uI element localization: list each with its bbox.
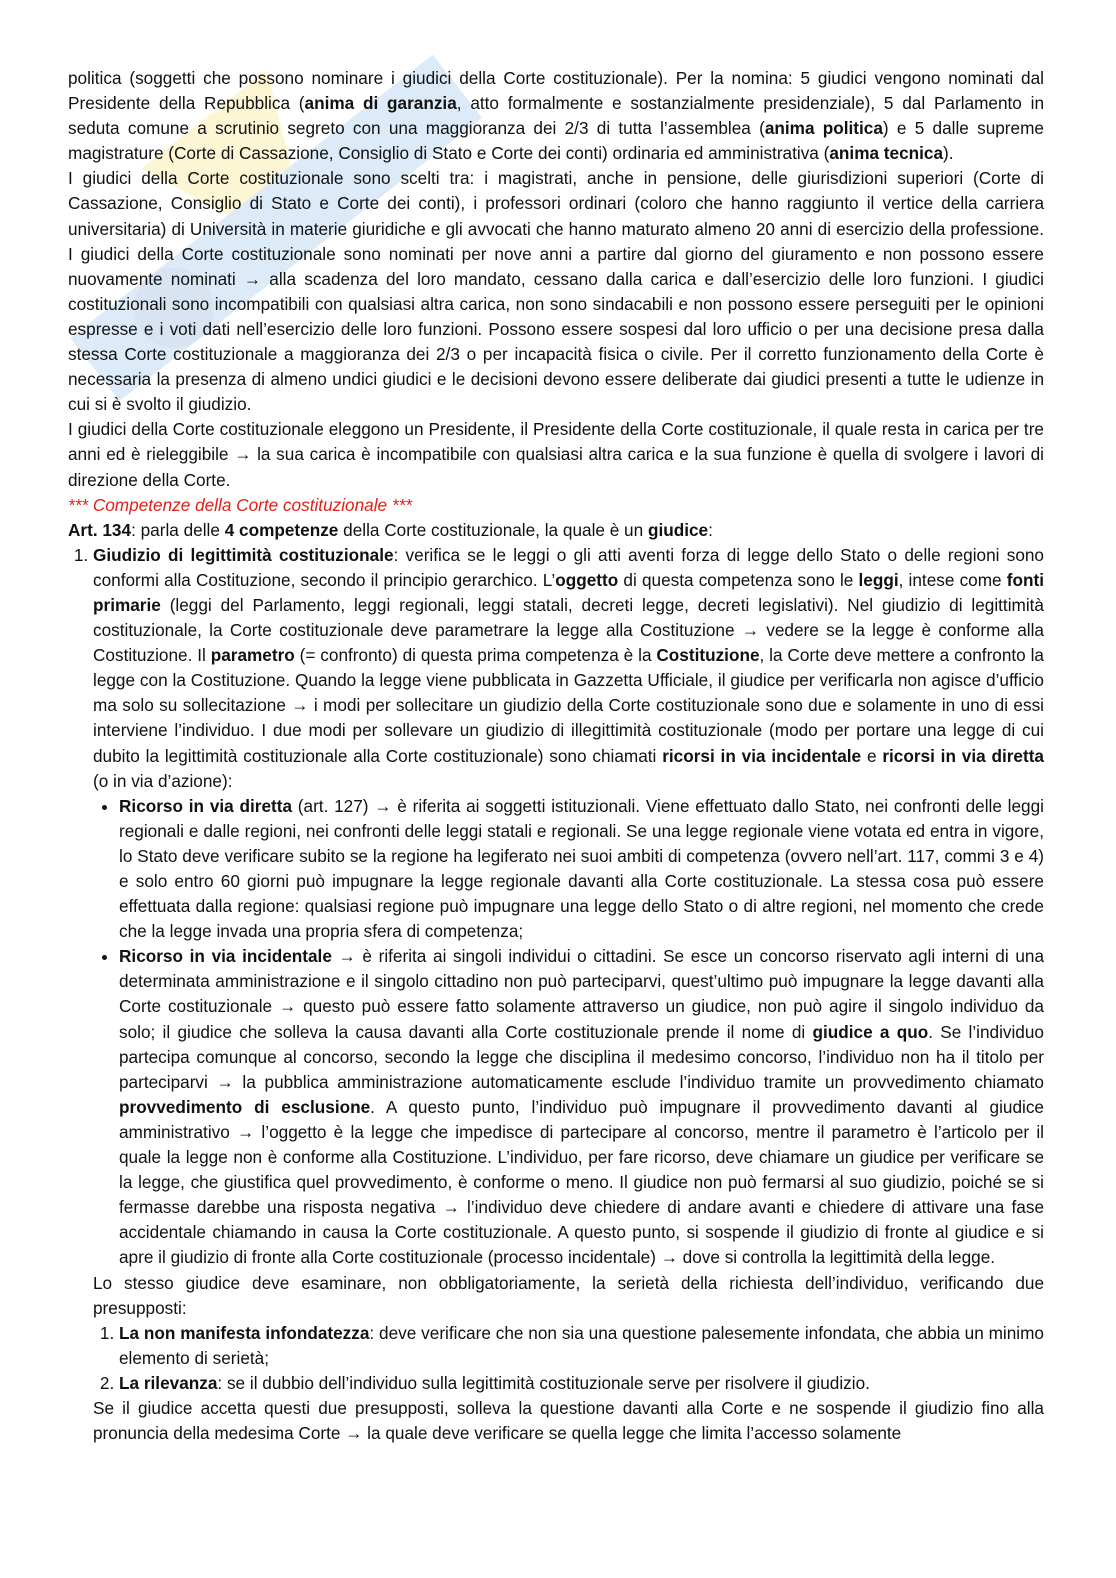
document-page bbox=[68, 66, 1044, 1446]
paragraph-nomina: politica (soggetti che possono nominare i giudici della Corte costituzionale). Per la nomina: 5 giudici vengono nominati dal Presidente della Repubblica (anima di garanzia, atto formalmente e sostanzialmente presidenziale), 5 dal Parlamento in seduta comune a scrutinio segreto con una maggioranza dei 2/3 di tutta l’assemblea (anima politica) e 5 dalle supreme magistrature (Corte di Cassazione, Consiglio di Stato e Corte dei conti) ordinaria ed amministrativa (anima tecnica). bbox=[68, 68, 1044, 164]
paragraph-presidente: I giudici della Corte costituzionale eleggono un Presidente, il Presidente della Corte costituzionale, il quale resta in carica per tre anni ed è rieleggibile → la sua carica è incompatibile con qualsiasi altra carica e la sua funzione è quella di svolgere i lavori di direzione della Corte. bbox=[68, 419, 1044, 490]
section-heading: *** Competenze della Corte costituzionale *** bbox=[68, 494, 412, 515]
paragraph-conclusione: Se il giudice accetta questi due presupposti, solleva la questione davanti alla Corte e ne sospende il giudizio fino alla pronuncia della medesima Corte → la quale deve verificare se quella legge che limita l’accesso solamente bbox=[93, 1397, 1044, 1444]
paragraph-scelta-giudici: I giudici della Corte costituzionale sono scelti tra: i magistrati, anche in pensione, delle giurisdizioni superiori (Corte di Cassazione, Consiglio di Stato e Corte dei conti), i professori ordinari (coloro che hanno raggiunto il vertice della carriera universitaria) di Università in materie giuridiche e gli avvocati che hanno maturato almeno 20 anni di esercizio della professione. I giudici della Corte costituzionale sono nominati per nove anni a partire dal giorno del giuramento e non possono essere nuovamente nominati → alla scadenza del loro mandato, cessano dalla carica e dall’esercizio delle loro funzioni. I giudici costituzionali sono incompatibili con qualsiasi altra carica, non sono sindacabili e non possono essere perseguiti per le opinioni espresse e i voti dati nell’esercizio delle loro funzioni. Possono essere sospesi dal loro ufficio o per una decisione presa dalla stessa Corte costituzionale a maggioranza dei 2/3 o per incapacità fisica o civile. Per il corretto funzionamento della Corte è necessaria la presenza di almeno undici giudici e le decisioni devono essere deliberate dai giudici presenti a tutte le udienze in cui si è svolto il giudizio. bbox=[68, 168, 1044, 415]
presupposti-list bbox=[93, 1321, 1044, 1396]
list-item-ricorso-diretta: • Ricorso in via diretta (art. 127) → è riferita ai soggetti istituzionali. Viene effettuato dallo Stato, nei confronti delle leggi regionali e dalle regioni, nei confronti delle leggi statali e regionali. Se una legge regionale viene votata ed entra in vigore, lo Stato deve verificare subito se la regione ha legiferato nei suoi ambiti di competenza (ovvero nell’art. 117, commi 3 e 4) e solo entro 60 giorni può impugnare la legge regionale davanti alla Corte costituzionale. La stessa cosa può essere effettuata dalla regione: qualsiasi regione può impugnare una legge dello Stato o di altre regioni, nel momento che crede che la legge invada una propria sfera di competenza; bbox=[119, 794, 1044, 945]
list-item-ricorso-incidentale: • Ricorso in via incidentale → è riferita ai singoli individui o cittadini. Se esce un concorso riservato agli interni di una determinata amministrazione e il singolo cittadino non può parteciparvi, quest’ultimo può impugnare la legge davanti alla Corte costituzionale → questo può essere fatto solamente attraverso un giudice, non può agire il singolo individuo da solo; il giudice che solleva la causa davanti alla Corte costituzionale prende il nome di giudice a quo. Se l’individuo partecipa comunque al concorso, secondo la legge che disciplina il medesimo concorso, l’individuo non ha il titolo per parteciparvi → la pubblica amministrazione automaticamente esclude l’individuo tramite un provvedimento chiamato provvedimento di esclusione. A questo punto, l’individuo può impugnare il provvedimento davanti al giudice amministrativo → l’oggetto è la legge che impedisce di partecipare al concorso, mentre il parametro è l’articolo per il quale la legge non è conforme alla Costituzione. L’individuo, per fare ricorso, deve chiamare un giudice per verificare se la legge, che giustifica quel provvedimento, è conforme o meno. Il giudice non può fermarsi al suo giudizio, poiché se si fermasse darebbe una risposta negativa → l’individuo deve chiedere di andare avanti e chiedere di attivare una fase accidentale chiamando in causa la Corte costituzionale. A questo punto, si sospende il giudizio di fronte al giudice e si apre il giudizio di fronte alla Corte costituzionale (processo incidentale) → dove si controlla la legittimità della legge. bbox=[119, 944, 1044, 1270]
ricorsi-list bbox=[93, 794, 1044, 1271]
paragraph-art-134: Art. 134: parla delle 4 competenze della Corte costituzionale, la quale è un giudice: bbox=[68, 519, 713, 540]
paragraph-presupposti: Lo stesso giudice deve esaminare, non obbligatoriamente, la serietà della richiesta dell’individuo, verificando due presupposti: bbox=[93, 1272, 1044, 1318]
list-item-giudizio-legittimita: 1. Giudizio di legittimità costituzionale: verifica se le leggi o gli atti aventi forza di legge dello Stato o delle regioni sono conformi alla Costituzione, secondo il principio gerarchico. L’oggetto di questa competenza sono le leggi, intese come fonti primarie (leggi del Parlamento, leggi regionali, leggi statali, decreti legge, decreti legislativi). Nel giudizio di legittimità costituzionale, la Corte costituzionale deve parametrare la legge alla Costituzione → vedere se la legge è conforme alla Costituzione. Il parametro (= confronto) di questa prima competenza è la Costituzione, la Corte deve mettere a confronto la legge con la Costituzione. Quando la legge viene pubblicata in Gazzetta Ufficiale, il giudice per verificarla non agisce d’ufficio ma solo su sollecitazione → i modi per sollecitare un giudizio della Corte costituzionale sono due e solamente in uno di essi interviene l’individuo. I due modi per sollevare un giudizio di illegittimità costituzionale (modo per portare una legge di cui dubito la legittimità costituzionale alla Corte costituzionale) sono chiamati ricorsi in via incidentale e ricorsi in via diretta (o in via d’azione): • Ricorso in via diretta (art. 127) → è riferita ai soggetti istituzionali. Viene effettuato dallo Stato, nei confronti delle leggi regionali e dalle regioni, nei confronti delle leggi statali e regionali. Se una legge regionale viene votata ed entra in vigore, lo Stato deve verificare subito se la regione ha legiferato nei suoi ambiti di competenza (ovvero nell’art. 117, commi 3 e 4) e solo entro 60 giorni può impugnare la legge regionale davanti alla Corte costituzionale. La stessa cosa può essere effettuata dalla regione: qualsiasi regione può impugnare una legge dello Stato o di altre regioni, nel momento che crede che la legge invada una propria sfera di competenza; • Ricorso in via incidentale → è riferita ai singoli individui o cittadini. Se esce un concorso riservato agli interni di una determinata amministrazione e il singolo cittadino non può parteciparvi, quest’ultimo può impugnare la legge davanti alla Corte costituzionale → questo può essere fatto solamente attraverso un giudice, non può agire il singolo individuo da solo; il giudice che solleva la causa davanti alla Corte costituzionale prende il nome di giudice a quo. Se l’individuo partecipa comunque al concorso, secondo la legge che disciplina il medesimo concorso, l’individuo non ha il titolo per parteciparvi → la pubblica amministrazione automaticamente esclude l’individuo tramite un provvedimento chiamato provvedimento di esclusione. A questo punto, l’individuo può impugnare il provvedimento davanti al giudice amministrativo → l’oggetto è la legge che impedisce di partecipare al concorso, mentre il parametro è l’articolo per il quale la legge non è conforme alla Costituzione. L’individuo, per fare ricorso, deve chiamare un giudice per verificare se la legge, che giustifica quel provvedimento, è conforme o meno. Il giudice non può fermarsi al suo giudizio, poiché se si fermasse darebbe una risposta negativa → l’individuo deve chiedere di andare avanti e chiedere di attivare una fase accidentale chiamando in causa la Corte costituzionale. A questo punto, si sospende il giudizio di fronte al giudice e si apre il giudizio di fronte alla Corte costituzionale (processo incidentale) → dove si controlla la legittimità della legge. Lo stesso giudice deve esaminare, non obbligatoriamente, la serietà della richiesta dell’individuo, verificando due presupposti: 1. La non manifesta infondatezza: deve verificare che non sia una questione palesemente infondata, che abbia un minimo elemento di serietà; 2. La rilevanza: se il dubbio dell’individuo sulla legittimità costituzionale serve per risolvere il giudizio. Se il giudice accetta questi due presupposti, solleva la questione davanti alla Corte e ne sospende il giudizio fino alla pronuncia della medesima Corte → la quale deve verificare se quella legge che limita l’accesso solamente bbox=[93, 543, 1044, 1446]
list-item-rilevanza: 2. La rilevanza: se il dubbio dell’individuo sulla legittimità costituzionale serve per risolvere il giudizio. bbox=[119, 1371, 1044, 1396]
list-item-infondatezza: 1. La non manifesta infondatezza: deve verificare che non sia una questione palesemente infondata, che abbia un minimo elemento di serietà; bbox=[119, 1321, 1044, 1371]
competenze-list bbox=[68, 543, 1044, 1446]
